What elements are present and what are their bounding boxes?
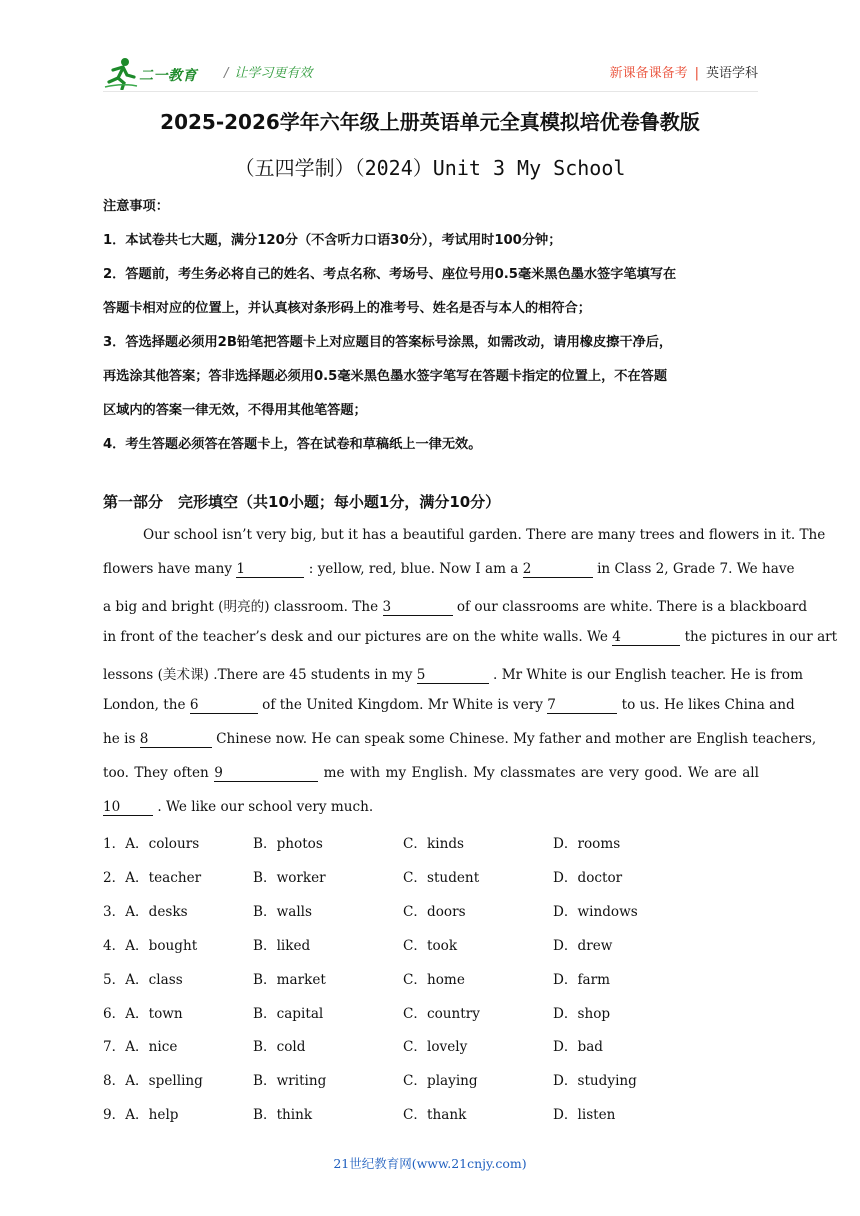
- question-options: [103, 968, 759, 988]
- question-options: [103, 832, 759, 852]
- option-b: B．market: [253, 972, 326, 988]
- option-b: B．cold: [253, 1039, 306, 1055]
- option-a: 5．A．class: [103, 972, 183, 988]
- option-a: 9．A．help: [103, 1107, 179, 1123]
- header-subject-label: 英语学科: [705, 66, 758, 81]
- page-header: [103, 52, 758, 92]
- option-b: B．writing: [253, 1073, 327, 1089]
- blank-7: 7: [547, 698, 617, 714]
- option-b: B．photos: [253, 836, 323, 852]
- notice-item: 1．本试卷共七大题，满分120分（不含听力口语30分），考试用时100分钟；: [103, 233, 562, 248]
- option-b: B．worker: [253, 870, 326, 886]
- option-b: B．capital: [253, 1006, 324, 1022]
- option-d: D．bad: [553, 1039, 604, 1055]
- option-c: C．took: [403, 938, 458, 954]
- option-a: 7．A．nice: [103, 1039, 178, 1055]
- slogan: / 让学习更有效: [224, 66, 313, 81]
- logo: [103, 56, 218, 90]
- passage-line: flowers have many 1 : yellow, red, blue. Now I am a 2 in Class 2, Grade 7. We have: [103, 561, 795, 577]
- page-title: 2025-2026学年六年级上册英语单元全真模拟培优卷鲁教版: [160, 110, 700, 134]
- blank-1: 1: [236, 562, 304, 578]
- notice-item: 区域内的答案一律无效，不得用其他笔答题；: [103, 403, 367, 418]
- option-c: C．thank: [403, 1107, 467, 1123]
- question-options: [103, 1103, 759, 1123]
- option-a: 8．A．spelling: [103, 1073, 203, 1089]
- notice-item: 2．答题前，考生务必将自己的姓名、考点名称、考场号、座位号用0.5毫米黑色墨水签字笔填写在: [103, 267, 677, 282]
- passage-line: a big and bright (明亮的) classroom. The 3 of our classrooms are white. There is a blackboard: [103, 599, 808, 615]
- option-d: D．studying: [553, 1073, 637, 1089]
- notice-item: 答题卡相对应的位置上，并认真核对条形码上的准考号、姓名是否与本人的相符合；: [103, 301, 591, 316]
- blank-4: 4: [612, 630, 680, 646]
- notice-heading: 注意事项：: [103, 199, 169, 214]
- passage-line: he is 8 Chinese now. He can speak some Chinese. My father and mother are English teachers,: [103, 731, 817, 747]
- option-a: 6．A．town: [103, 1006, 183, 1022]
- header-course-label: 新课备课备考: [609, 66, 688, 81]
- passage-line: in front of the teacher’s desk and our pictures are on the white walls. We 4 the pictures in our art: [103, 629, 838, 645]
- option-b: B．walls: [253, 904, 312, 920]
- option-d: D．windows: [553, 904, 638, 920]
- option-d: D．listen: [553, 1107, 616, 1123]
- passage-line: London, the 6 of the United Kingdom. Mr White is very 7 to us. He likes China and: [103, 697, 795, 713]
- question-options: [103, 934, 759, 954]
- runner-logo-icon: [103, 56, 139, 90]
- blank-10: 10: [103, 800, 153, 816]
- question-options: [103, 866, 759, 886]
- blank-6: 6: [190, 698, 258, 714]
- option-d: D．rooms: [553, 836, 621, 852]
- option-c: C．home: [403, 972, 465, 988]
- notice-item: 4．考生答题必须答在答题卡上，答在试卷和草稿纸上一律无效。: [103, 437, 482, 452]
- option-c: C．kinds: [403, 836, 465, 852]
- option-a: 2．A．teacher: [103, 870, 202, 886]
- option-a: 4．A．bought: [103, 938, 198, 954]
- blank-8: 8: [140, 732, 212, 748]
- header-divider: [103, 91, 758, 92]
- section-title: 第一部分 完形填空（共10小题；每小题1分，满分10分）: [103, 493, 501, 511]
- logo-text: 二一教育: [139, 68, 197, 84]
- page-footer[interactable]: 21世纪教育网(www.21cnjy.com): [333, 1156, 527, 1171]
- option-c: C．lovely: [403, 1039, 468, 1055]
- passage-line: too. They often 9 me with my English. My classmates are very good. We are all: [103, 765, 760, 781]
- passage-line: 10 . We like our school very much.: [103, 799, 374, 815]
- header-subject: [610, 62, 758, 81]
- passage-line: lessons (美术课) .There are 45 students in my 5 . Mr White is our English teacher. He is from: [103, 667, 804, 683]
- option-c: C．student: [403, 870, 480, 886]
- question-options: [103, 1002, 759, 1022]
- passage-line: Our school isn’t very big, but it has a beautiful garden. There are many trees and flowers in it. The: [143, 527, 826, 543]
- header-separator: |: [694, 66, 699, 81]
- option-c: C．country: [403, 1006, 480, 1022]
- option-d: D．doctor: [553, 870, 623, 886]
- blank-5: 5: [417, 668, 489, 684]
- blank-2: 2: [523, 562, 593, 578]
- option-b: B．think: [253, 1107, 313, 1123]
- blank-3: 3: [383, 600, 453, 616]
- option-d: D．shop: [553, 1006, 611, 1022]
- option-c: C．playing: [403, 1073, 478, 1089]
- notice-item: 3．答选择题必须用2B铅笔把答题卡上对应题目的答案标号涂黑，如需改动，请用橡皮擦干净后，: [103, 335, 673, 350]
- blank-9: 9: [214, 766, 318, 782]
- page-subtitle: （五四学制）（2024）Unit 3 My School: [234, 156, 626, 180]
- option-a: 1．A．colours: [103, 836, 200, 852]
- question-options: [103, 1069, 759, 1089]
- notice-item: 再选涂其他答案；答非选择题必须用0.5毫米黑色墨水签字笔写在答题卡指定的位置上，不在答题: [103, 369, 668, 384]
- option-c: C．doors: [403, 904, 466, 920]
- option-b: B．liked: [253, 938, 311, 954]
- option-a: 3．A．desks: [103, 904, 188, 920]
- question-options: [103, 900, 759, 920]
- option-d: D．drew: [553, 938, 613, 954]
- option-d: D．farm: [553, 972, 611, 988]
- slogan-text: 让学习更有效: [234, 66, 313, 81]
- question-options: [103, 1035, 759, 1055]
